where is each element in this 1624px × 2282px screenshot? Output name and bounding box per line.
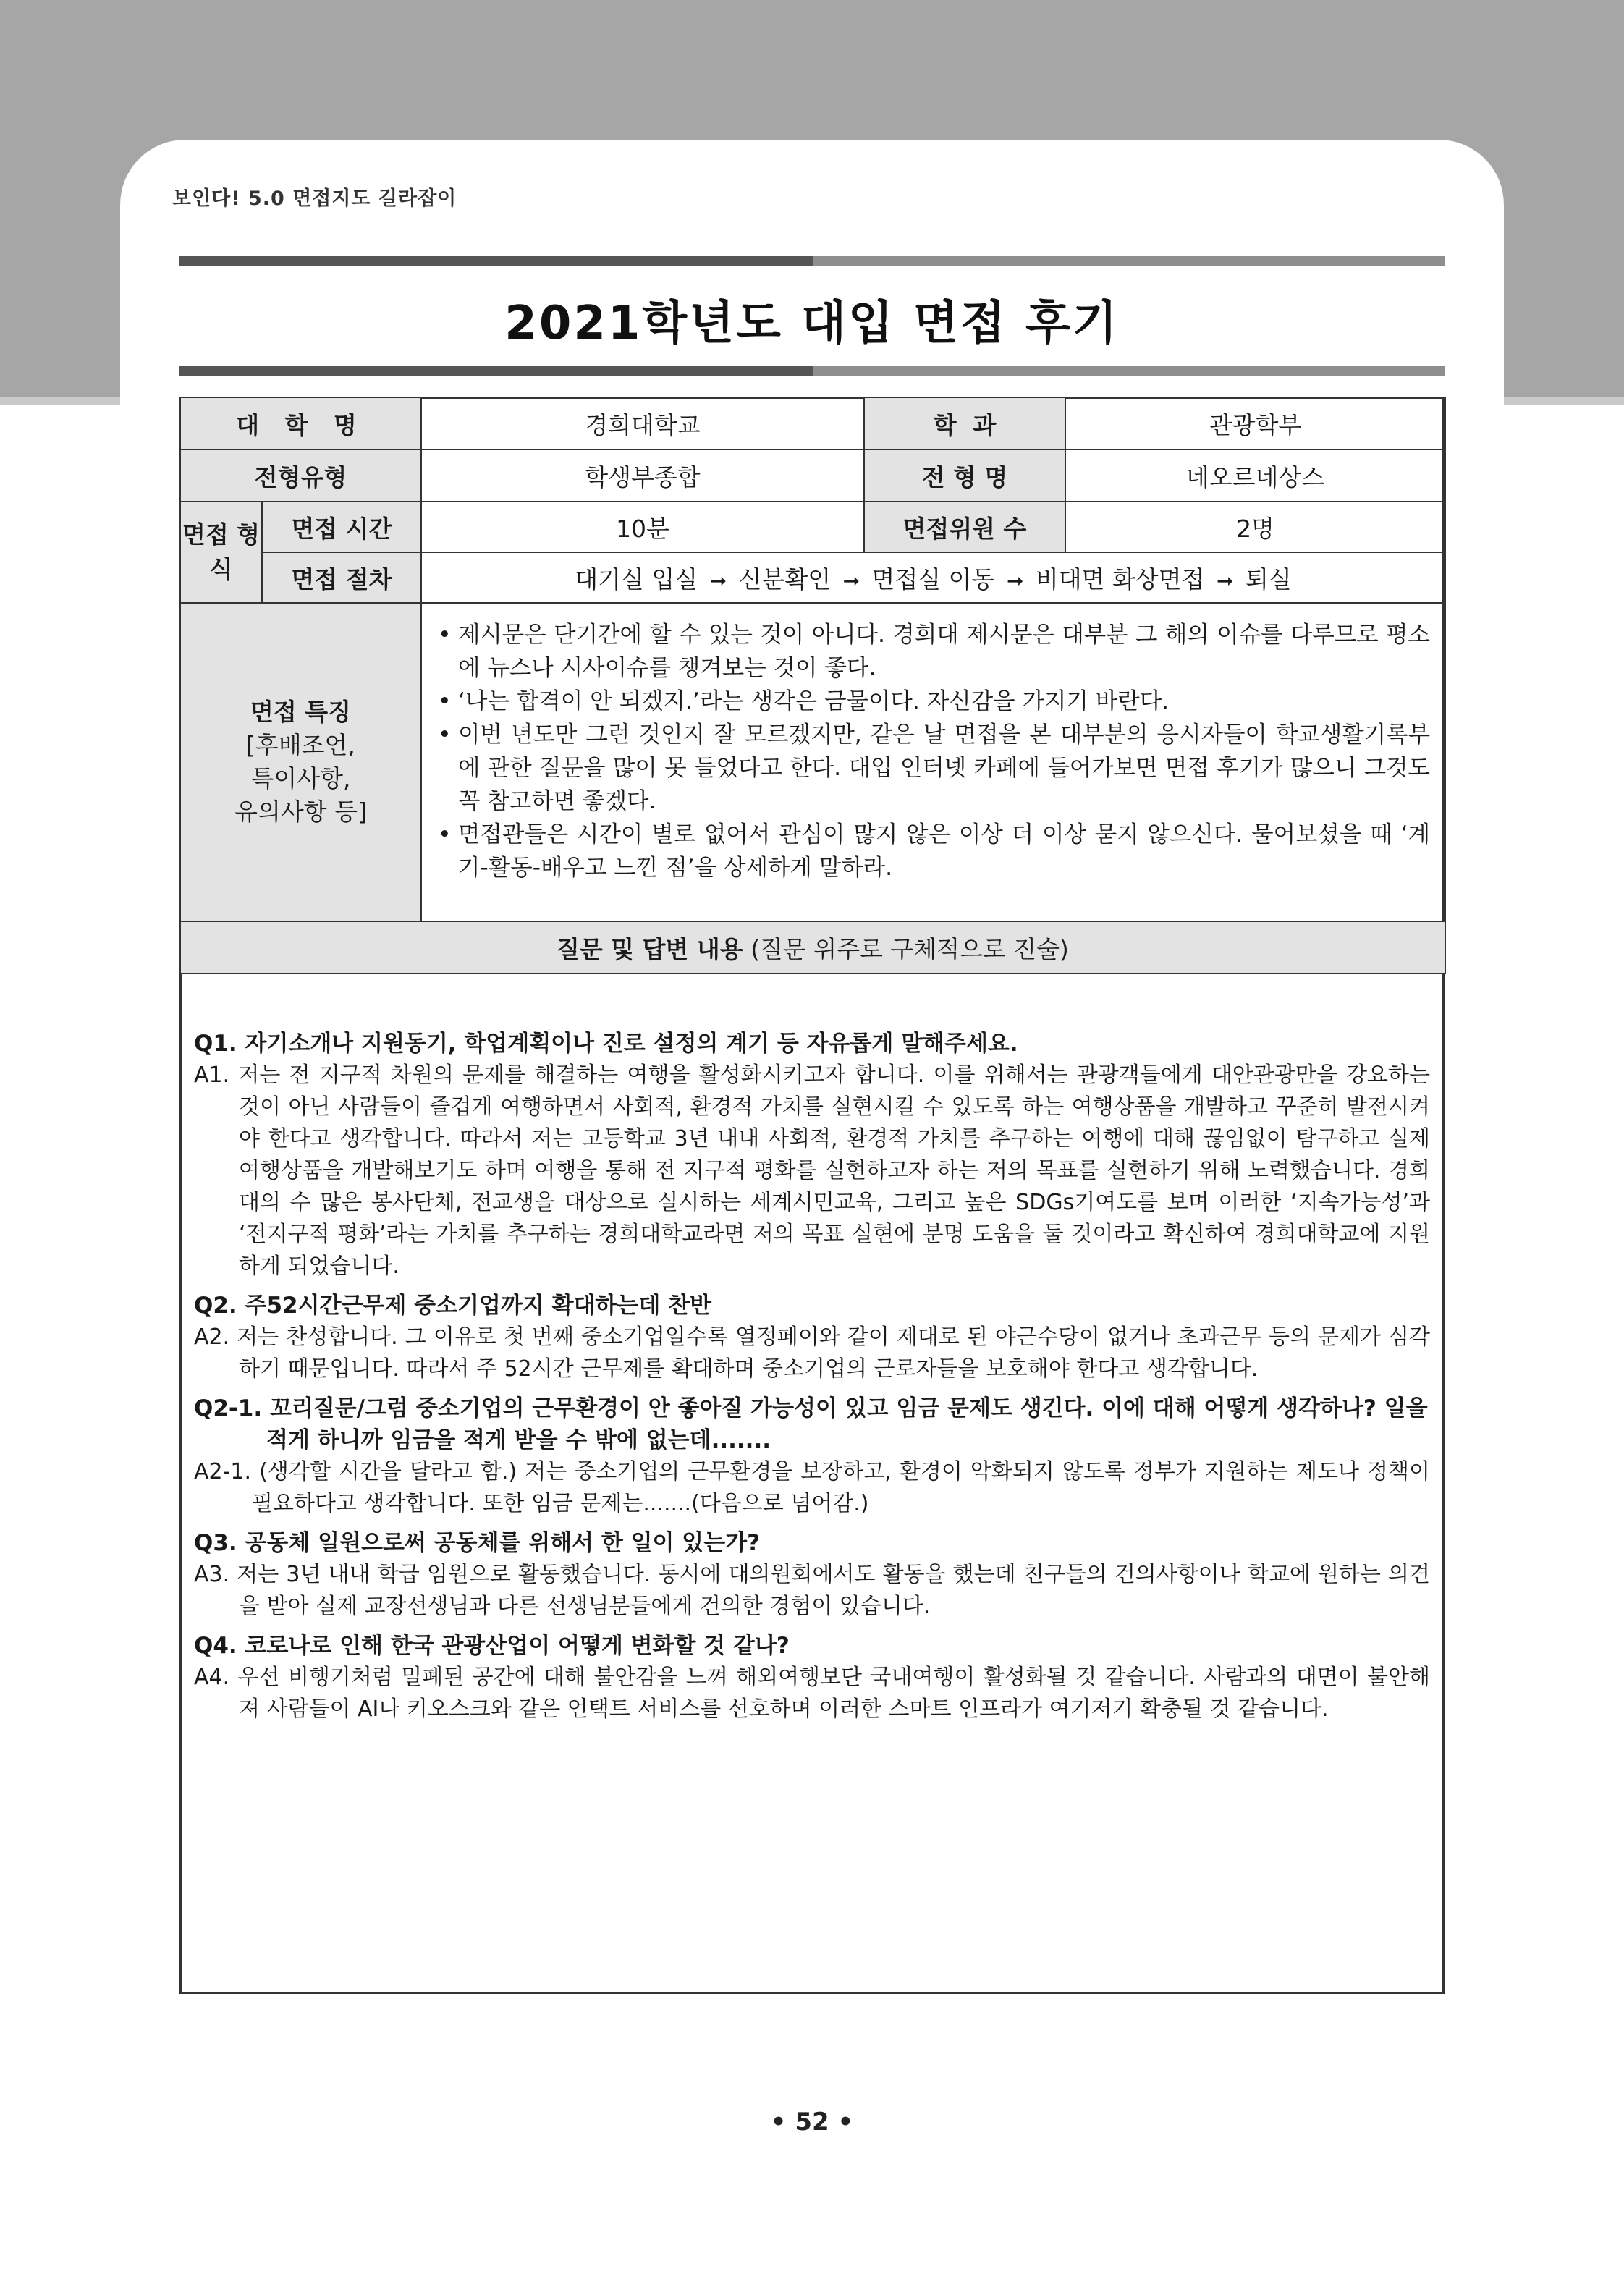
answer: A2. 저는 찬성합니다. 그 이유로 첫 번째 중소기업일수록 열정페이와 같이 제대로 된 야근수당이 없거나 초과근무 등의 문제가 심각하기 때문입니다. 따라서 주 52시간 근무제를 확대하며 중소기업의 근로자들을 보호해야 한다고 생각합니다.: [194, 1324, 1430, 1382]
book-title: 보인다! 5.0 면접지도 길라잡이: [172, 187, 457, 210]
question: Q1. 자기소개나 지원동기, 학업계획이나 진로 설정의 계기 등 자유롭게 말해주세요.: [194, 1031, 1018, 1057]
title-rule-top: [179, 256, 1445, 266]
interviewers-value: 2명: [1065, 502, 1445, 552]
question: Q3. 공동체 일원으로써 공동체를 위해서 한 일이 있는가?: [194, 1530, 761, 1556]
admission-type-value: 학생부종합: [421, 449, 864, 502]
page-title: 2021학년도 대입 면접 후기: [504, 297, 1120, 350]
university-label: 대 학 명: [180, 397, 421, 449]
question: Q2-1. 꼬리질문/그럼 중소기업의 근무환경이 안 좋아질 가능성이 있고 임금 문제도 생긴다. 이에 대해 어떻게 생각하나? 일을 적게 하니까 임금을 적게 받을 수 밖에 없는데.......: [194, 1395, 1428, 1453]
procedure-value: [421, 552, 1445, 603]
procedure-step: 신분확인: [738, 565, 832, 593]
procedure-step: 대기실 입실: [575, 565, 698, 593]
band-stripe-left: [0, 397, 120, 405]
features-label-line: [후배조언,: [246, 731, 355, 759]
answer: A3. 저는 3년 내내 학급 임원으로 활동했습니다. 동시에 대의원회에서도 활동을 했는데 친구들의 건의사항이나 학교에 원하는 의견을 받아 실제 교장선생님과 다른 선생님분들에게 건의한 경험이 있습니다.: [194, 1562, 1430, 1619]
procedure-step: 면접실 이동: [871, 565, 995, 593]
question: Q2. 주52시간근무제 중소기업까지 확대하는데 찬반: [194, 1293, 711, 1319]
time-value: 10분: [421, 502, 864, 552]
procedure-label: 면접 절차: [262, 552, 421, 603]
track-label: 전 형 명: [864, 449, 1065, 502]
interviewers-label: 면접위원 수: [864, 502, 1065, 552]
answer: A1. 저는 전 지구적 차원의 문제를 해결하는 여행을 활성화시키고자 합니다. 이를 위해서는 관광객들에게 대안관광만을 강요하는 것이 아닌 사람들이 즐겁게 여행하면서 사회적, 환경적 가치를 실현시킬 수 있도록 하는 여행상품을 개발하고 꾸준히 발전시켜야 한다고 생각합니다. 따라서 저는 고등학교 3년 내내 사회적, 환경적 가치를 추구하는 여행에 대해 끊임없이 탐구하고 실제 여행상품을 개발해보기도 하며 여행을 통해 전 지구적 평화를 실현하고자 하는 저의 목표를 실현하기 위해 노력했습니다. 경희대의 수 많은 봉사단체, 전교생을 대상으로 실시하는 세계시민교육, 그리고 높은 SDGs기여도를 보며 이러한 ‘지속가능성’과 ‘전지구적 평화’라는 가치를 추구하는 경희대학교라면 저의 목표 실현에 분명 도움을 둘 것이라고 확신하여 경희대학교에 지원하게 되었습니다.: [194, 1062, 1430, 1279]
qa-section-header: [180, 921, 1445, 973]
features-label: [180, 603, 421, 921]
university-value: 경희대학교: [421, 397, 864, 449]
time-label: 면접 시간: [262, 502, 421, 552]
qa-content: [194, 1028, 1430, 1725]
qa-header-note: (질문 위주로 구체적으로 진술): [750, 934, 1069, 963]
features-list: [422, 604, 1445, 896]
procedure-step: 비대면 화상면접: [1035, 565, 1205, 593]
feature-item: • 면접관들은 시간이 별로 없어서 관심이 많지 않은 이상 더 이상 묻지 않으신다. 물어보셨을 때 ‘계기-활동-배우고 느낀 점’을 상세하게 말하라.: [436, 818, 1430, 884]
features-label-line: 면접 특징: [250, 698, 351, 726]
interview-info-table: [179, 397, 1446, 974]
band-stripe-right: [1504, 397, 1624, 405]
feature-item: • 이번 년도만 그런 것인지 잘 모르겠지만, 같은 날 면접을 본 대부분의 응시자들이 학교생활기록부에 관한 질문을 많이 못 들었다고 한다. 대입 인터넷 카페에 들어가보면 면접 후기가 많으니 그것도 꼭 참고하면 좋겠다.: [436, 718, 1430, 818]
answer: A4. 우선 비행기처럼 밀폐된 공간에 대해 불안감을 느껴 해외여행보단 국내여행이 활성화될 것 같습니다. 사람과의 대면이 불안해져 사람들이 AI나 키오스크와 같은 언택트 서비스를 선호하며 이러한 스마트 인프라가 여기저기 확충될 것 같습니다.: [194, 1665, 1430, 1722]
department-value: 관광학부: [1065, 397, 1445, 449]
qa-header-title: 질문 및 답변 내용: [557, 934, 743, 963]
features-label-line: 특이사항,: [250, 764, 351, 793]
arrow-right-icon: ➞: [1217, 568, 1234, 593]
track-value: 네오르네상스: [1065, 449, 1445, 502]
page-number: • 52 •: [770, 2108, 854, 2137]
question: Q4. 코로나로 인해 한국 관광산업이 어떻게 변화할 것 같나?: [194, 1633, 790, 1659]
title-rule-bottom: [179, 366, 1445, 376]
format-label: 면접 형식: [180, 502, 262, 603]
arrow-right-icon: ➞: [709, 568, 727, 593]
arrow-right-icon: ➞: [1006, 568, 1024, 593]
answer: A2-1. (생각할 시간을 달라고 함.) 저는 중소기업의 근무환경을 보장하고, 환경이 악화되지 않도록 정부가 지원하는 제도나 정책이 필요하다고 생각합니다. 또한 임금 문제는.......(다음으로 넘어감.): [194, 1459, 1430, 1516]
page-number-value: 52: [795, 2108, 829, 2137]
features-label-line: 유의사항 등]: [234, 798, 367, 826]
arrow-right-icon: ➞: [842, 568, 860, 593]
department-label: 학 과: [864, 397, 1065, 449]
feature-item: • ‘나는 합격이 안 되겠지.’라는 생각은 금물이다. 자신감을 가지기 바란다.: [436, 685, 1430, 718]
feature-item: • 제시문은 단기간에 할 수 있는 것이 아니다. 경희대 제시문은 대부분 그 해의 이슈를 다루므로 평소에 뉴스나 시사이슈를 챙겨보는 것이 좋다.: [436, 618, 1430, 685]
admission-type-label: 전형유형: [180, 449, 421, 502]
features-content: [421, 603, 1445, 921]
procedure-step: 퇴실: [1246, 565, 1292, 593]
